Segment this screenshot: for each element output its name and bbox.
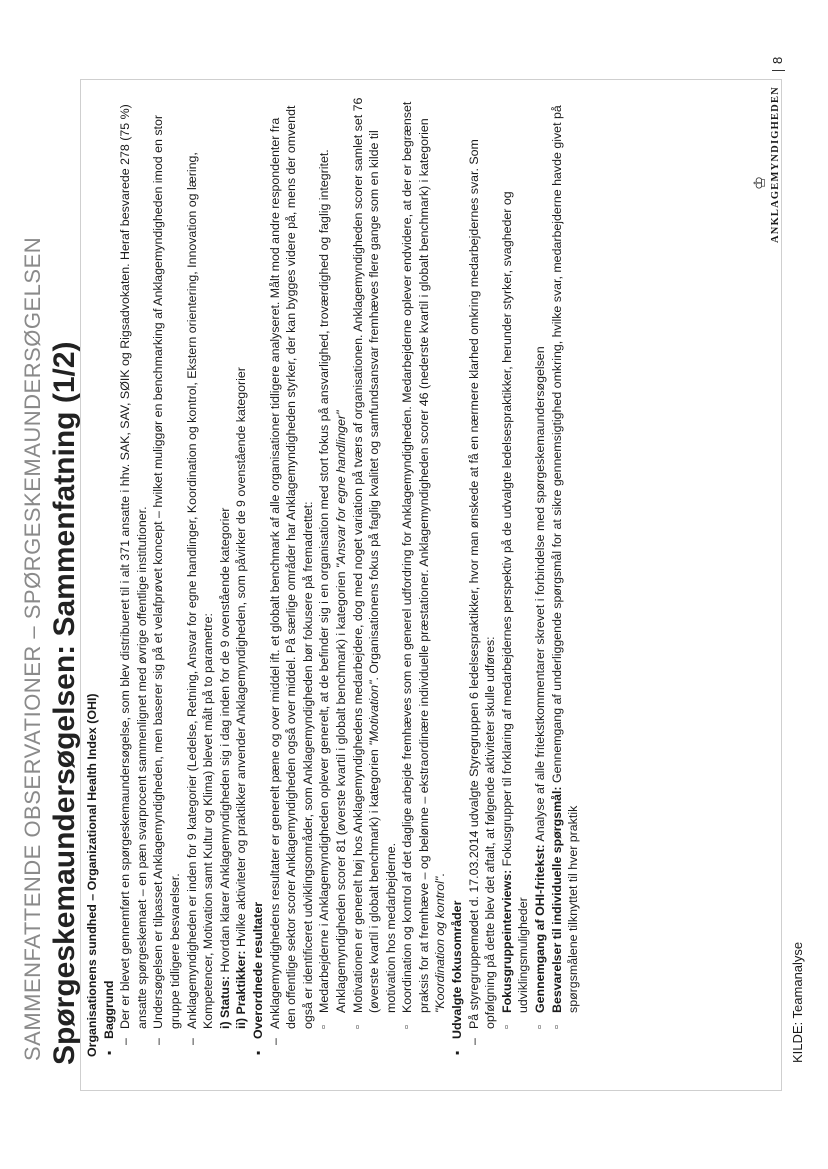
crown-icon: ♔	[752, 175, 769, 191]
focus-label: Fokusgruppeinterviews:	[499, 869, 514, 1013]
param-text: Hvilke aktiviteter og praktikker anvender Anklagemyndigheden, som påvirker de 9 ovenstående kategorier	[234, 367, 249, 951]
sub-tail: . Organisationens fokus på faglig kvalitet og samfundsansvar fremhæves flere gange som en kilde til motivation hos medarbejderne.	[367, 130, 398, 1013]
sub-item	[316, 97, 349, 1057]
focus-text: Analyse af alle fritekstkommentarer skrevet i forbindelse med spørgeskemaundersøgelsen	[533, 346, 548, 845]
focus-text: Fokusgrupper til forklaring af medarbejdernes perspektiv på de udvalgte ledelsespraktikker, herunder styrker, svagheder og udviklingsmuligheder	[499, 191, 531, 1013]
sub-tail: .	[433, 873, 448, 877]
param-praktikker	[233, 97, 250, 1057]
section-heading-resultater: ▪ Overordnede resultater	[250, 97, 267, 1057]
logo-wordmark: ANKLAGEMYNDIGHEDEN	[770, 86, 781, 243]
param-label: i) Status:	[217, 975, 232, 1029]
sub-text: Koordination og kontrol af det daglige arbejde fremhæves som en generel udfordring for Anklagemyndigheden. Medarbejderne oplever endvidere, at der er begrænset praksis for at fremhæve – og belønne – ekstraordinære individuelle præstationer. Anklagemyndigheden scorer 46 (nederste kvartil i globalt benchmark) i kategorien	[400, 101, 431, 1013]
organization-logo	[750, 86, 781, 243]
page-title: Spørgeskemaundersøgelsen: Sammenfatning (1/2)	[48, 341, 81, 1065]
sub-emphasis: "Ansvar for egne handlinger"	[333, 410, 348, 569]
list-item: – På styregruppemødet d. 17.03.2014 udvalgte Styregruppen 6 ledelsespraktikker, hvor man ønskede at få en nærmere klarhed omkring medarbejdernes svar. Som opfølgning på dette blev det aftalt, at følgende aktiviteter skulle udføres:	[466, 97, 499, 1057]
sub-text: Medarbejderne i Anklagemyndigheden oplever generelt, at de befinder sig i en organisation med stort fokus på ansvarlighed, troværdighed og faglig integritet. Anklagemyndigheden scorer 81 (øverste kvartil i globalt benchmark) i kategorien	[317, 149, 348, 1013]
focus-item	[499, 97, 532, 1057]
section-heading-baggrund: ▪ Baggrund	[101, 97, 118, 1057]
param-text: Hvordan klarer Anklagemyndigheden sig i dag inden for de 9 ovenstående kategorier	[217, 507, 232, 976]
section-overline: SAMMENFATTENDE OBSERVATIONER – SPØRGESKEMAUNDERSØGELSEN	[20, 236, 45, 1061]
intro-heading: Organisationens sundhed – Organizational Health Index (OHI)	[85, 693, 99, 1057]
page-number	[770, 57, 785, 77]
sub-emphasis: "Motivation"	[367, 680, 382, 746]
sub-text: Motivationen er generelt høj hos Anklagemyndighedens medarbejdere, dog med noget variation på tværs af organisationen. Anklagemyndigheden scorer samlet set 76 (øverste kvartil i globalt benchmark) i kategorien	[350, 97, 382, 1013]
sub-item	[399, 97, 449, 1057]
param-label: ii) Praktikker:	[234, 950, 249, 1029]
list-item: – Anklagemyndighedens resultater er generelt pæne og over middel ift. et globalt benchmark af alle organisationer tidligere analyseret. Målt mod andre respondenter fra den offentlige sektor scorer Anklagemyndigheden også over middel. På særlige områder har Anklagemyndigheden styrker, der kan bygges videre på, mens der omvendt også er identificeret udviklingsområder, som Anklagemyndigheden bør fokusere på fremadrettet:	[267, 97, 317, 1057]
source-note: KILDE: Teamanalyse	[790, 941, 805, 1063]
list-item: – Anklagemyndigheden er inden for 9 kategorier (Ledelse, Retning, Ansvar for egne handlinger, Koordination og kontrol, Ekstern orientering, Innovation og læring, Kompetencer, Motivation samt Kultur og Klima) blevet målt på to parametre:	[184, 97, 217, 1057]
focus-label: Gennemgang af OHI-fritekst:	[533, 844, 548, 1013]
sub-item	[350, 97, 400, 1057]
sub-emphasis: "Koordination og kontrol"	[433, 876, 448, 1013]
list-item: – Undersøgelsen er tilpasset Anklagemyndigheden, men baserer sig på et velafprøvet koncept – hvilket muliggør en benchmarking af Anklagemyndigheden imod en stor gruppe tidligere besvarelser.	[150, 97, 183, 1057]
focus-item	[549, 97, 582, 1057]
param-status	[217, 97, 234, 1057]
focus-item	[532, 97, 549, 1057]
page-number-value: 8	[770, 56, 785, 64]
section-heading-fokusomraader: ▪ Udvalgte fokusområder	[449, 97, 466, 1057]
content-body	[84, 97, 582, 1057]
focus-label: Besvarelser til individuelle spørgsmål:	[549, 786, 564, 1013]
page-separator	[772, 70, 785, 71]
focus-text: Gennemgang af underliggende spørgsmål for at sikre gennemsigtighed omkring, hvilke svar, medarbejderne havde givet på spørgsmålene tilknyttet til hver praktik	[549, 105, 581, 1013]
list-item: – Der er blevet gennemført en spørgeskemaundersøgelse, som blev distribueret til i alt 371 ansatte i hhv. SAK, SAV, SØIK og Rigsadvokaten. Heraf besvarede 278 (75 %) ansatte spørgeskemaet – en pæn svarprocent sammenlignet med øvrige offentlige institutioner.	[117, 97, 150, 1057]
